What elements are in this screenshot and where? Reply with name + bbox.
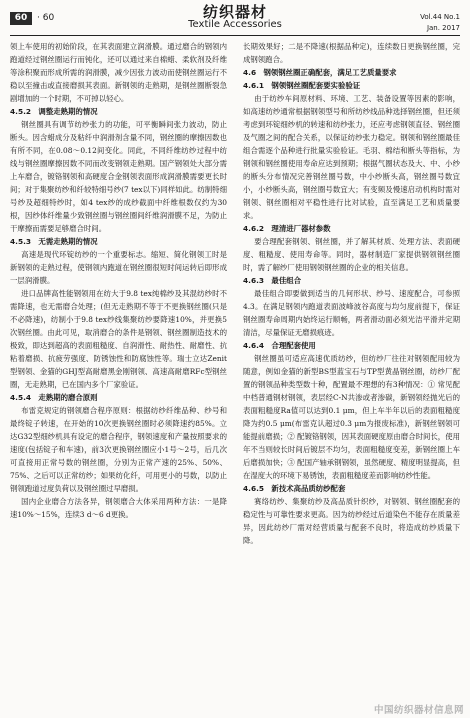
page-number-box: 60: [10, 12, 32, 25]
section-heading: 4.5.3 无需走熟期的情况: [10, 237, 98, 246]
page-header: [0, 0, 470, 44]
section-heading: 4.6 钢领钢丝圈正确配套，满足工艺质量要求: [243, 68, 397, 77]
site-watermark: 中国纺织器材信息网: [373, 705, 464, 716]
body-paragraph: 领上车使用的初始阶段，在其表面建立润滑膜。通过磨合的钢领内跑道经过钢丝圈运行而钝化，还可以通过来自棉蜡、柔软剂及纤维等涂积聚而形成所需的润滑膜，减少因张力波动而使钢丝圈运行不稳以至撞击或直接磨损其表面。新钢领的走熟期，是钢丝圈断裂急剧增加的一个时期，不可掉以轻心。: [10, 42, 227, 103]
body-paragraph: 布雷克规定的钢领磨合程序原则：根据纺纱纤维品种、纱号和最终锭子转速，在开始的10次更换钢丝圈时必须降速约85%。立达G32型细纱机具有设定的磨合程序，钢领速度和产量按照要求的速度(包括锭子和车速)，前3次更换钢丝圈应小1号～2号，后几次可直接用正常号数的钢丝圈，分别为正常产速的25%、50%、75%、之后可以正常纺纱；如果纺化纤，可用更小的号数，以防止钢领跑道过度负荷以及钢丝圈过早磨损。: [10, 406, 227, 493]
journal-title-en: Textile Accessories: [188, 19, 282, 30]
section-heading: 4.6.2 理清进厂器材参数: [243, 224, 331, 233]
issue-date: Jan. 2017: [426, 24, 460, 32]
body-paragraph: 国内企业磨合方法各异，钢领磨合大体采用两种方法：一是降速10%～15%，连续3 d～6 d更换。: [10, 497, 227, 519]
section-heading: 4.5.4 走熟期的磨合原则: [10, 393, 98, 402]
body-paragraph: 由于纺纱车间原材料、环境、工艺、装备设置等因素的影响，如高速纺纱通常根据钢领型号和所纺纱线品种选择钢丝圈，但还须考虑到环锭细纱机的转速和纺纱张力，还应考虑钢领直径、钢丝圈及气圈之间的配合关系，以保证纺纱张力稳定。钢领和钢丝圈最佳组合需逐个品种进行批量实验验证。毛羽、棉结和断头等指标，为钢领和钢丝圈使用寿命应达到预期；根据气圈状态及大、中、小纱的断头分布情况完善钢丝圈号数，中小纱断头高，钢丝圈号数宜小，小纱断头高，钢丝圈号数宜大；有变频及慢速启动机构时需对钢领、钢丝圈相对平稳性进行比对试验，直至满足工艺和质量要求。: [243, 94, 460, 220]
body-paragraph: 进口品牌高性能钢领用在纺大于9.8 tex纯棉纱及其混纺纱时不需降速，也无需磨合处理；(但无走熟期不等于不更换钢丝圈(只是不必降速)，纺制小于9.8 tex纱线集聚纺纱要降速10%，并更换5次钢丝圈。由此可见，取消磨合的条件是钢领、钢丝圈制造技术的极致，即达到超高的表面粗糙度、自润滑性、耐热性、耐磨性、抗粘着磨损、抗疲劳强度、防锈蚀性和防腐蚀性等。瑞士立达Zenit型钢领、金猫的GHJ型高耐磨黑金刚钢领、高速高耐磨RFc型钢丝圈，无走熟期，已在国内多个厂家验证。: [10, 289, 227, 389]
page-number: · 60: [37, 13, 55, 23]
body-paragraph: 高速是现代环锭纺纱的一个重要标志。缩短、简化钢领工时是新钢领的走熟过程，使钢领内跑道在钢丝圈很短时间运转后即形成一层润滑膜。: [10, 250, 227, 285]
body-paragraph: 最佳组合即要做到适当的几何形状、纱号、速度配合，可参照4.3。在满足钢领内跑道表面波峰波谷高度与均匀度前提下，保证钢丝圈寿命周期内始终运行顺畅，两者滑动面必须光洁平滑并定期清洁，尽量保证无磨损痕迹。: [243, 289, 460, 337]
body-paragraph: 钢丝圈虽可适应高速优质纺纱，但纺纱厂往往对钢领配用较为随意，例如金猫的新型BS型蓝宝石与TP型黄晶钢丝圈，纺纱厂配置的钢领品种类型数十种，配置最不理想的有3种情况：① 常见配中档普通钢材钢领，表层经C-N共渗或者渗碳，新钢领经抛光后的表面粗糙度Ra值可以达到0.1 μm，但上车半年以后的表面粗糙度降为约0.5 μm(布雷克认超过0.3 μm为报废标准)，新钢丝钢领可能提前磨损；② 配镀铬钢领，因其表面硬度原由磨合时间长，使用年不当则较长时间后镀层不均匀，表面粗糙度变差，新钢丝圈上车后磨损加快；③ 配国产轴承钢钢领，虽然硬度、精度明显提高，但在湿度大的环境下易锈蚀，表面粗糙度差而影响纺纱性能。: [243, 354, 460, 480]
section-heading: 4.6.1 钢领钢丝圈配套要实验验证: [243, 81, 361, 90]
section-heading: 4.6.5 新技术高品质纺纱配套: [243, 484, 346, 493]
header-rule: [10, 35, 460, 36]
section-heading: 4.6.4 合理配套使用: [243, 341, 316, 350]
body-paragraph: 要合理配套钢领、钢丝圈，并了解其材质、处理方法、表面硬度、粗糙度、使用寿命等。同时，器材制造厂家提供钢领钢丝圈时，需了解纱厂使用钢领钢丝圈的企业的相关信息。: [243, 237, 460, 272]
body-paragraph: 钢丝圈具有调节纺纱张力的功能，可平衡瞬间张力波动，防止断头。因含蜡成分及粘纤中润滑剂含量不同，钢丝圈的摩擦因数也有所不同，在0.08～0.12间变化。同此，不同纤维纺纱过程中纺线与钢丝圈摩擦因数不同而改变钢领走熟期。国产钢领处大部分需上车磨合，镀铬钢领和高硬度合金钢领表面形成润滑膜需要更长时间；对于集聚纺纱和纤较特细号纱(7 tex以下)同样如此。纺制特细号纱及超细特纱时，如4 tex纱的成纱截面中纤维根数仅约为30根，因纱体纤维量少致钢丝圈与钢丝圈间纤维润滑膜不足，为防止干摩擦而需要足够磨合时间。: [10, 120, 227, 233]
body-paragraph: 赛络纺纱、集聚纺纱及高品质针织纱，对钢领、钢丝圈配套的稳定性与可靠性要求更高。因为纺纱经过后道染色不能存在质量差异，因此纺纱厂需对经营质量与配套不良时，将造成纺纱质量下降。: [243, 497, 460, 545]
section-heading: 4.5.2 调整走熟期的情况: [10, 107, 98, 116]
body-paragraph: 长期效果好；二是不降速(根据品种定)，连续数日更换钢丝圈，完成钢领跑合。: [243, 42, 460, 64]
section-heading: 4.6.3 最佳组合: [243, 276, 301, 285]
left-column: [10, 40, 227, 712]
right-column: [243, 40, 460, 712]
volume-issue: Vol.44 No.1: [420, 13, 460, 21]
journal-title-cn: 纺织器材: [202, 3, 267, 21]
